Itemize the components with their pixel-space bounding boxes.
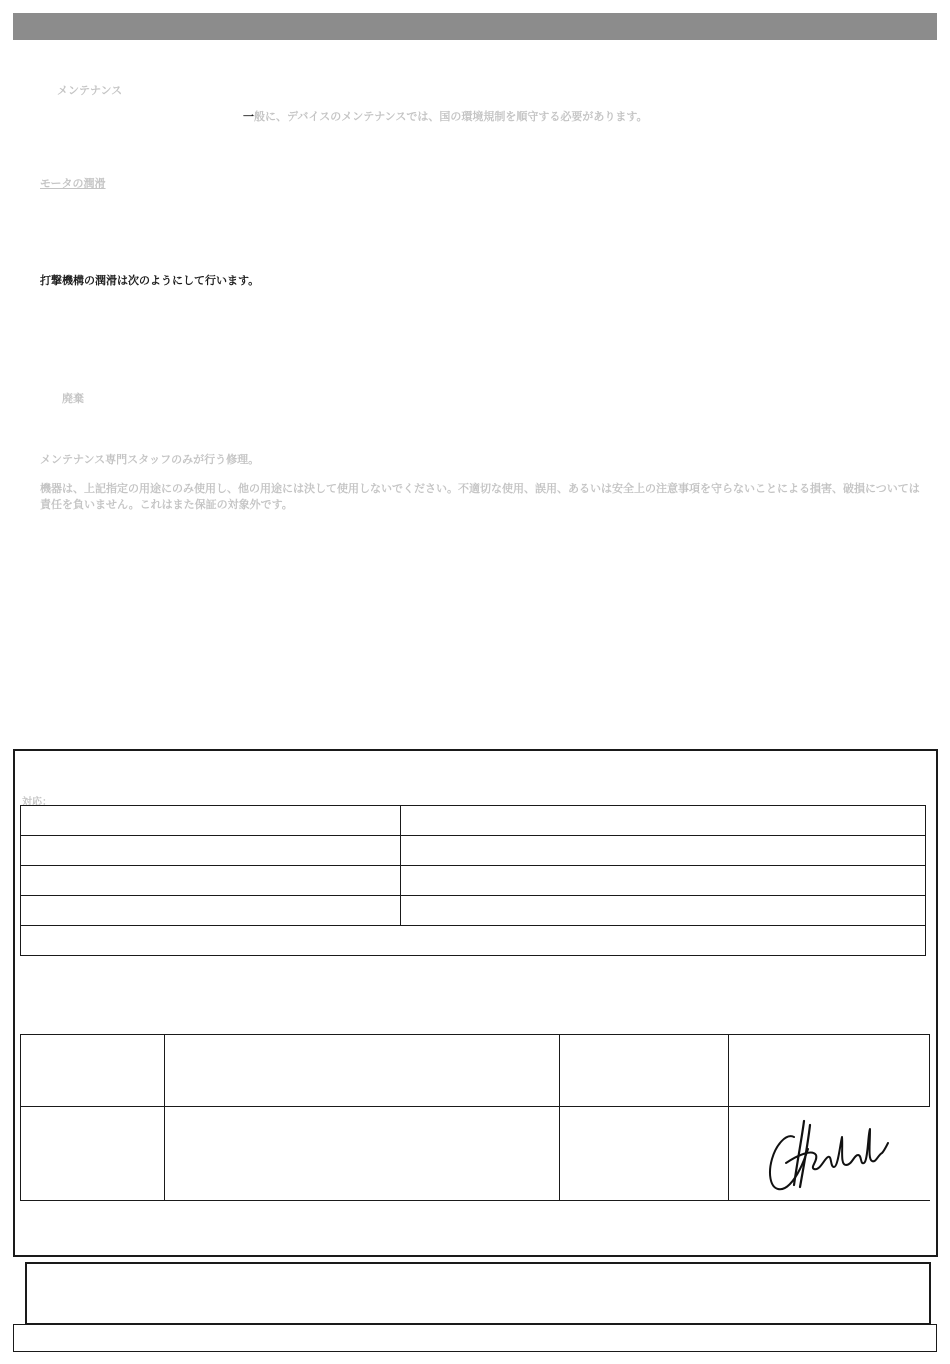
- table-row: [21, 866, 926, 896]
- motor-lubrication-link[interactable]: モータの潤滑: [40, 177, 106, 190]
- table-row: [21, 836, 926, 866]
- table-row: [21, 896, 926, 926]
- table-row: [21, 806, 926, 836]
- notes-box: [25, 1262, 931, 1325]
- striking-mechanism-text: 打撃機構の潤滑は次のようにして行います。: [40, 274, 260, 287]
- certificate-box: [13, 749, 938, 1257]
- signature-table: [20, 1034, 930, 1201]
- applicable-label: 対応：: [22, 797, 52, 808]
- staff-only-text: メンテナンス専門スタッフのみが行う修理。: [40, 453, 260, 466]
- disposal-heading: 廃棄: [62, 392, 84, 405]
- table-row: [21, 926, 926, 956]
- table-row: [21, 1107, 930, 1201]
- table-cell: [21, 926, 926, 956]
- table-cell: [21, 1035, 165, 1107]
- maintenance-text-rest: 般に、デバイスのメンテナンスでは、国の環境規制を順守する必要があります。: [254, 110, 648, 123]
- table-cell: [560, 1107, 729, 1201]
- table-row: [21, 1035, 930, 1107]
- table-cell: [165, 1035, 560, 1107]
- table-cell: [21, 806, 401, 836]
- table-cell: [21, 836, 401, 866]
- maintenance-heading: メンテナンス: [57, 84, 123, 97]
- table-cell: [21, 866, 401, 896]
- signature-cell: [729, 1107, 930, 1201]
- header-bar: [13, 13, 937, 40]
- table-cell: [401, 806, 926, 836]
- table-cell: [165, 1107, 560, 1201]
- table-cell: [401, 896, 926, 926]
- table-cell: [21, 1107, 165, 1201]
- maintenance-text: [243, 109, 647, 124]
- table-cell: [729, 1035, 930, 1107]
- signature-image: [764, 1115, 889, 1193]
- maintenance-text-lead: 一: [243, 110, 254, 123]
- table-cell: [21, 896, 401, 926]
- warranty-paragraph: 機器は、上記指定の用途にのみ使用し、他の用途には決して使用しないでください。不適切な使用、誤用、あるいは安全上の注意事項を守らないことによる損害、破損については責任を負いません。これはまた保証の対象外です。: [40, 482, 920, 511]
- product-info-table: [20, 805, 926, 956]
- footer-box: [13, 1324, 937, 1352]
- table-cell: [401, 836, 926, 866]
- table-cell: [560, 1035, 729, 1107]
- table-cell: [401, 866, 926, 896]
